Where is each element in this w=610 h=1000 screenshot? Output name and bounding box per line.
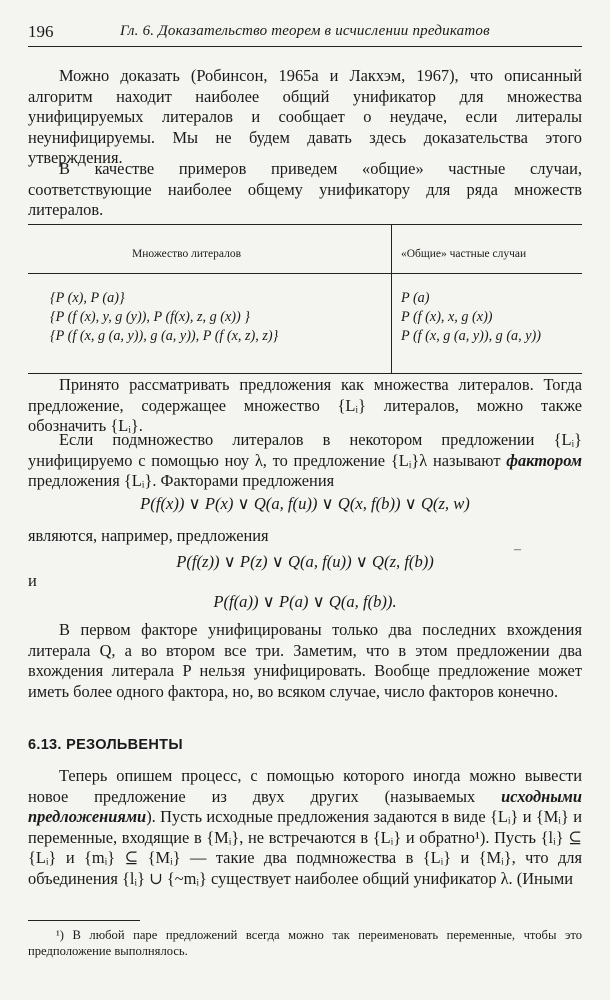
running-title: Гл. 6. Доказательство теорем в исчислении предикатов [120, 23, 490, 39]
header-rule [28, 46, 582, 47]
paragraph-and: и [28, 571, 37, 590]
formula-clause: P(f(x)) ∨ P(x) ∨ Q(a, f(u)) ∨ Q(x, f(b)) ∨ Q(z, w) [140, 494, 470, 513]
table-cell-instance: P (f (x, g (a, y)), g (a, y)) [401, 328, 541, 344]
literal-sets-table [28, 224, 582, 374]
running-header [28, 22, 583, 46]
table-bottom-rule [28, 373, 582, 374]
paragraph-for-example: являются, например, предложения [28, 526, 269, 545]
page-number: 196 [28, 22, 54, 41]
paragraph-examples-intro: В качестве примеров приведем «общие» частные случаи, соответствующие наиболее общему унификатору для ряда множеств литералов. [28, 159, 582, 220]
resolvent-text-start: Теперь опишем процесс, с помощью которого иногда можно вывести новое предложение из двух других (называемых [28, 766, 582, 806]
paragraph-resolvents [28, 766, 582, 890]
stray-mark: – [514, 542, 521, 557]
table-cell-set: {P (f (x), y, g (y)), P (f(x), z, g (x)) } [50, 309, 250, 325]
section-number: 6.13. [28, 737, 62, 753]
table-cell-set: {P (f (x, g (a, y)), g (a, y)), P (f (x, z), z)} [50, 328, 279, 344]
footnote-rule [28, 920, 140, 921]
term-factor: фактором [506, 450, 582, 470]
factor-text-end: предложения {Lᵢ}. Факторами предложения [28, 471, 335, 491]
formula-factor-2: P(f(a)) ∨ P(a) ∨ Q(a, f(b)). [213, 592, 397, 611]
paragraph-proof-note: Можно доказать (Робинсон, 1965а и Лакхэм, 1967), что описанный алгоритм находит наиболее общий унификатор для множества унифицируемых литералов и сообщает о неудаче, если литералы неунифицируемы. Мы не будем давать здесь доказательства этого утверждения. [28, 66, 582, 168]
table-cell-set: {P (x), P (a)} [50, 290, 125, 306]
table-top-rule [28, 224, 582, 225]
section-heading [28, 737, 183, 753]
table-header-literal-sets: Множество литералов [132, 248, 242, 260]
table-header-rule [28, 273, 582, 274]
paragraph-factor-discussion: В первом факторе унифицированы только два последних вхождения литерала Q, а во втором все три. Заметим, что в этом предложении два вхождения литерала P нельзя унифицировать. Вообще предложение может иметь более одного фактора, но, во всяком случае, число факторов конечно. [28, 620, 582, 701]
formula-factor-1: P(f(z)) ∨ P(z) ∨ Q(a, f(u)) ∨ Q(z, f(b)) [176, 552, 434, 571]
factor-text-start: Если подмножество литералов в некотором предложении {Lᵢ} унифицируемо с помощью ноу λ, то предложение {Lᵢ}λ называют [28, 430, 582, 470]
paragraph-factor-definition [28, 430, 582, 492]
table-cell-instance: P (f (x), x, g (x)) [401, 309, 493, 325]
footnote: ¹) В любой паре предложений всегда можно так переименовать переменные, чтобы это предположение выполнялось. [28, 928, 582, 958]
resolvent-text-end: ). Пусть исходные предложения задаются в виде {Lᵢ} и {Mᵢ} и переменные, входящие в {Mᵢ}, не встречаются в {Lᵢ} и обратно¹). Пусть {lᵢ} ⊆ {Lᵢ} и {mᵢ} ⊆ {Mᵢ} — такие два подмножества в {Lᵢ} и {Mᵢ}, что для объединения {lᵢ} ∪ {~mᵢ} существует наиболее общий унификатор λ. (Иными [28, 807, 582, 888]
section-title: РЕЗОЛЬВЕНТЫ [66, 737, 183, 753]
table-header-instances: «Общие» частные случаи [401, 248, 527, 260]
table-column-divider [391, 224, 392, 373]
term-parent-clauses: исходными предложениями [28, 786, 582, 827]
paragraph-clauses-as-sets: Принято рассматривать предложения как множества литералов. Тогда предложение, содержащее множество {Lᵢ} литералов, можно также обозначить {Lᵢ}. [28, 375, 582, 436]
table-cell-instance: P (a) [401, 290, 430, 306]
